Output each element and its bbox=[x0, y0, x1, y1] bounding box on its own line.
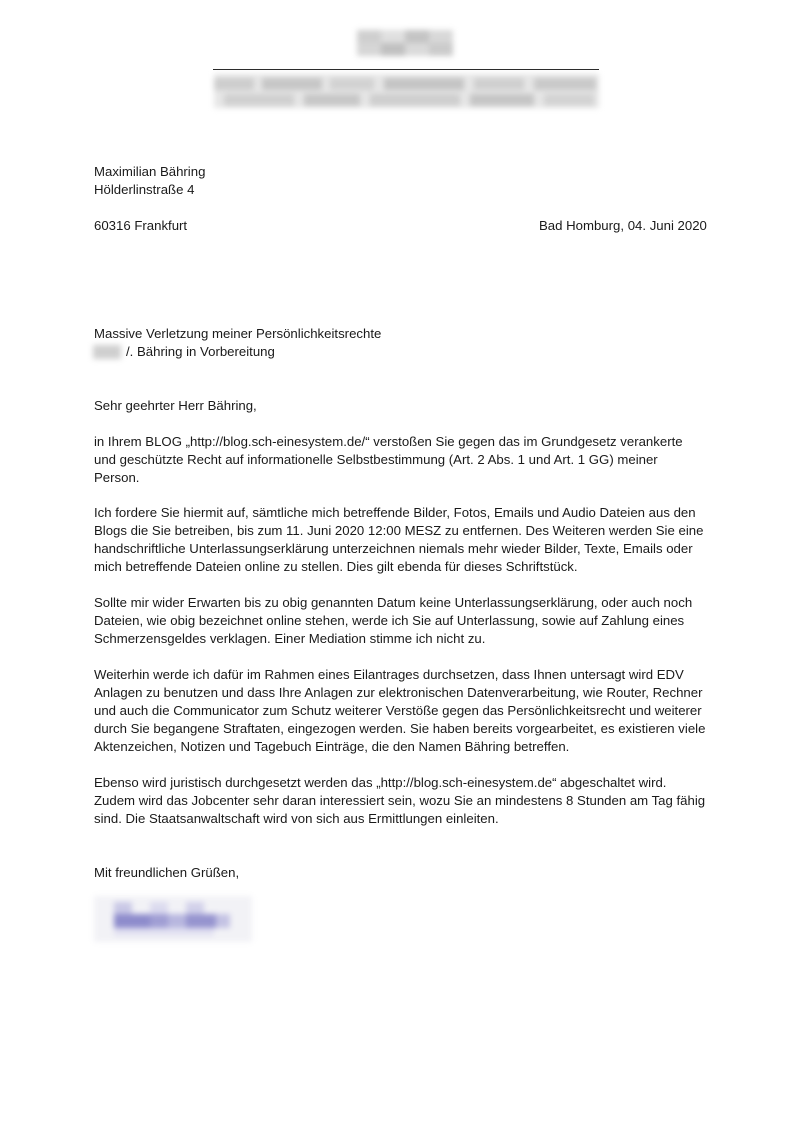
paragraph-line: Zudem wird das Jobcenter sehr daran interessiert sein, wozu Sie an mindestens 8 Stunden am Tag fähig bbox=[94, 793, 706, 808]
subject-line-1: Massive Verletzung meiner Persönlichkeitsrechte bbox=[94, 326, 382, 341]
salutation: Sehr geehrter Herr Bähring, bbox=[94, 398, 257, 413]
redacted-letterhead-address bbox=[214, 74, 599, 108]
paragraph-line: durch Sie begangene Straftaten, eingezogen werden. Sie haben bereits vorgearbeitet, es existieren viele bbox=[94, 721, 706, 736]
paragraph-line: und auch die Communicator zum Schutz weiterer Verstöße gegen das Persönlichkeitsrecht und weiterer bbox=[94, 703, 702, 718]
paragraph-line: Anlagen zu benutzen und dass Ihre Anlagen zur elektronischen Datenverarbeitung, wie Router, Rechner bbox=[94, 685, 703, 700]
body-paragraph-4 bbox=[94, 666, 709, 756]
sender-name: Maximilian Bähring bbox=[94, 164, 206, 179]
paragraph-line: sind. Die Staatsanwaltschaft wird von sich aus Ermittlungen einleiten. bbox=[94, 811, 499, 826]
paragraph-line: Sollte mir wider Erwarten bis zu obig genannten Datum keine Unterlassungserklärung, oder auch noch bbox=[94, 595, 693, 610]
body-paragraph-1 bbox=[94, 433, 709, 487]
paragraph-line: Schmerzensgeldes verklagen. Einer Mediation stimme ich nicht zu. bbox=[94, 631, 486, 646]
closing: Mit freundlichen Grüßen, bbox=[94, 865, 240, 880]
redacted-subject-name bbox=[93, 345, 121, 359]
paragraph-line: handschriftliche Unterlassungserklärung unterzeichnen niemals mehr wieder Bilder, Texte, Emails oder bbox=[94, 541, 693, 556]
paragraph-line: mich betreffende Dateien online zu stellen. Dies gilt ebenda für dieses Schriftstück. bbox=[94, 559, 578, 574]
paragraph-line: Blogs die Sie betreiben, bis zum 11. Juni 2020 12:00 MESZ zu entfernen. Des Weiteren werden Sie eine bbox=[94, 523, 704, 538]
redacted-signature bbox=[94, 896, 252, 942]
paragraph-line: Person. bbox=[94, 470, 140, 485]
sender-city: 60316 Frankfurt bbox=[94, 218, 188, 233]
letterhead-rule bbox=[213, 69, 599, 70]
redacted-letterhead-name bbox=[357, 30, 453, 56]
subject-line-2: /. Bähring in Vorbereitung bbox=[126, 344, 275, 359]
body-paragraph-5 bbox=[94, 774, 709, 828]
sender-street: Hölderlinstraße 4 bbox=[94, 182, 195, 197]
paragraph-line: Ich fordere Sie hiermit auf, sämtliche mich betreffende Bilder, Fotos, Emails und Audio Dateien aus den bbox=[94, 505, 696, 520]
paragraph-line: Ebenso wird juristisch durchgesetzt werden das „http://blog.sch-einesystem.de“ abgeschaltet wird. bbox=[94, 775, 667, 790]
paragraph-line: in Ihrem BLOG „http://blog.sch-einesystem.de/“ verstoßen Sie gegen das im Grundgesetz verankerte bbox=[94, 434, 683, 449]
paragraph-line: Aktenzeichen, Notizen und Tagebuch Einträge, die den Namen Bähring betreffen. bbox=[94, 739, 570, 754]
paragraph-line: Dateien, wie obig bezeichnet online stehen, werde ich Sie auf Unterlassung, sowie auf Zahlung eines bbox=[94, 613, 685, 628]
place-date: Bad Homburg, 04. Juni 2020 bbox=[539, 218, 707, 233]
paragraph-line: und geschützte Recht auf informationelle Selbstbestimmung (Art. 2 Abs. 1 und Art. 1 GG) meiner bbox=[94, 452, 658, 467]
body-paragraph-3 bbox=[94, 594, 709, 648]
body-paragraph-2 bbox=[94, 504, 709, 576]
paragraph-line: Weiterhin werde ich dafür im Rahmen eines Eilantrages durchsetzen, dass Ihnen untersagt wird EDV bbox=[94, 667, 684, 682]
